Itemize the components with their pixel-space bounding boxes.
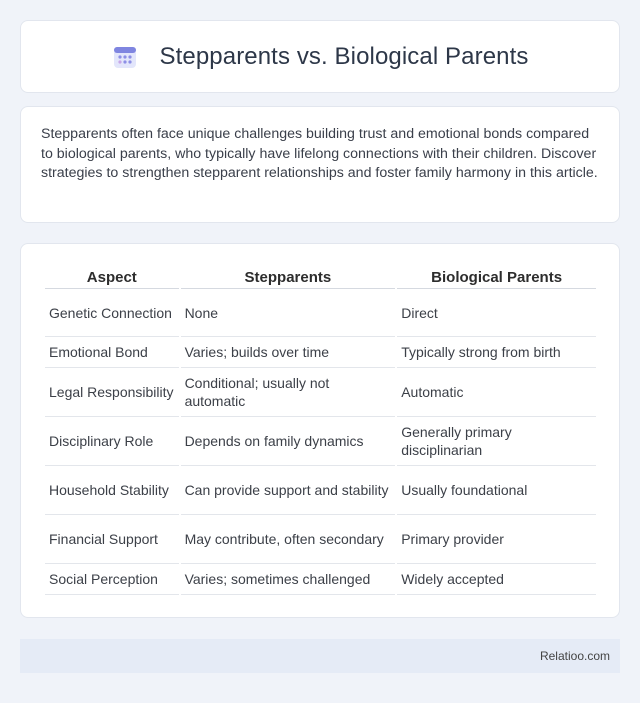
table-row — [45, 564, 596, 595]
footer — [20, 639, 620, 673]
comparison-table — [43, 262, 598, 595]
column-header-stepparents: Stepparents — [181, 262, 396, 289]
table-cell: Can provide support and stability — [181, 466, 396, 515]
calendar-icon — [112, 44, 138, 70]
table-cell: None — [181, 289, 396, 337]
table-cell: Household Stability — [45, 466, 179, 515]
table-row — [45, 466, 596, 515]
table-cell: Automatic — [397, 368, 596, 417]
table-cell: Social Perception — [45, 564, 179, 595]
table-row — [45, 337, 596, 368]
table-cell: Widely accepted — [397, 564, 596, 595]
table-cell: Emotional Bond — [45, 337, 179, 368]
table-cell: Primary provider — [397, 515, 596, 564]
footer-brand: Relatioo.com — [539, 649, 610, 663]
column-header-aspect: Aspect — [45, 262, 179, 289]
table-cell: May contribute, often secondary — [181, 515, 396, 564]
table-cell: Direct — [397, 289, 596, 337]
table-row — [45, 368, 596, 417]
table-cell: Varies; builds over time — [181, 337, 396, 368]
comparison-table-card — [20, 243, 620, 618]
table-row — [45, 515, 596, 564]
table-cell: Typically strong from birth — [397, 337, 596, 368]
table-cell: Legal Responsibility — [45, 368, 179, 417]
table-header-row — [45, 262, 596, 289]
table-cell: Disciplinary Role — [45, 417, 179, 466]
table-row — [45, 417, 596, 466]
page-title: Stepparents vs. Biological Parents — [159, 42, 529, 70]
title-card — [20, 20, 620, 93]
table-cell: Depends on family dynamics — [181, 417, 396, 466]
table-cell: Genetic Connection — [45, 289, 179, 337]
table-row — [45, 289, 596, 337]
table-cell: Varies; sometimes challenged — [181, 564, 396, 595]
table-cell: Generally primary disciplinarian — [397, 417, 596, 466]
intro-card — [20, 106, 620, 223]
table-cell: Usually foundational — [397, 466, 596, 515]
column-header-biological-parents: Biological Parents — [397, 262, 596, 289]
table-cell: Financial Support — [45, 515, 179, 564]
table-cell: Conditional; usually not automatic — [181, 368, 396, 417]
intro-text: Stepparents often face unique challenges building trust and emotional bonds compared to biological parents, who typically have lifelong connections with their children. Discover strategies to strengthen stepparent relationships and foster family harmony in this article. — [41, 126, 598, 181]
